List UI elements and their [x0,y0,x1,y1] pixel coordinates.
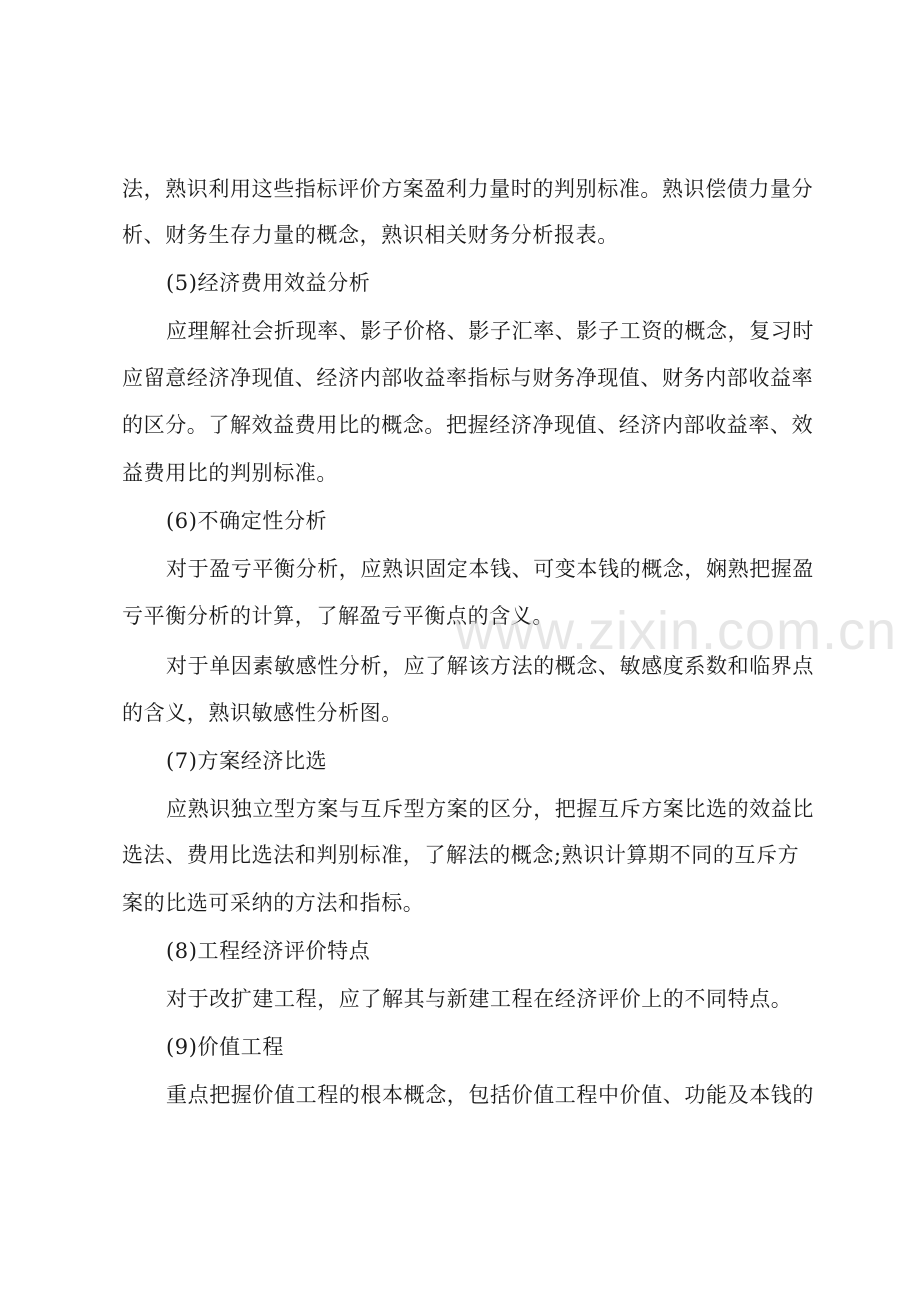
text-line: 益费用比的判别标准。 [122,461,338,485]
section-heading: (9)价值工程 [166,1035,284,1059]
text-line: 应理解社会折现率、影子价格、影子汇率、影子工资的概念，复习时 [166,319,814,343]
text-line: 亏平衡分析的计算，了解盈亏平衡点的含义。 [122,604,554,628]
watermark: www.zixin.com.cn [455,601,898,661]
text-line: 重点把握价值工程的根本概念，包括价值工程中价值、功能及本钱的 [166,1083,814,1107]
text-line: 的含义，熟识敏感性分析图。 [122,701,403,725]
text-line: 选法、费用比选法和判别标准，了解法的概念;熟识计算期不同的互斥方 [122,843,800,867]
text-line: 应熟识独立型方案与互斥型方案的区分，把握互斥方案比选的效益比 [166,797,814,821]
text-line: 对于盈亏平衡分析，应熟识固定本钱、可变本钱的概念，娴熟把握盈 [166,557,814,581]
section-heading: (5)经济费用效益分析 [166,271,371,295]
text-line: 的区分。了解效益费用比的概念。把握经济净现值、经济内部收益率、效 [122,413,814,437]
section-heading: (8)工程经济评价特点 [166,939,371,963]
text-line: 析、财务生存力量的概念，熟识相关财务分析报表。 [122,223,619,247]
section-heading: (7)方案经济比选 [166,749,328,773]
text-line: 对于单因素敏感性分析，应了解该方法的概念、敏感度系数和临界点 [166,654,814,678]
text-line: 对于改扩建工程，应了解其与新建工程在经济评价上的不同特点。 [166,987,793,1011]
text-line: 案的比选可采纳的方法和指标。 [122,891,425,915]
text-line: 应留意经济净现值、经济内部收益率指标与财务净现值、财务内部收益率 [122,366,814,390]
section-heading: (6)不确定性分析 [166,509,328,533]
text-line: 法，熟识利用这些指标评价方案盈利力量时的判别标准。熟识偿债力量分 [122,177,814,201]
